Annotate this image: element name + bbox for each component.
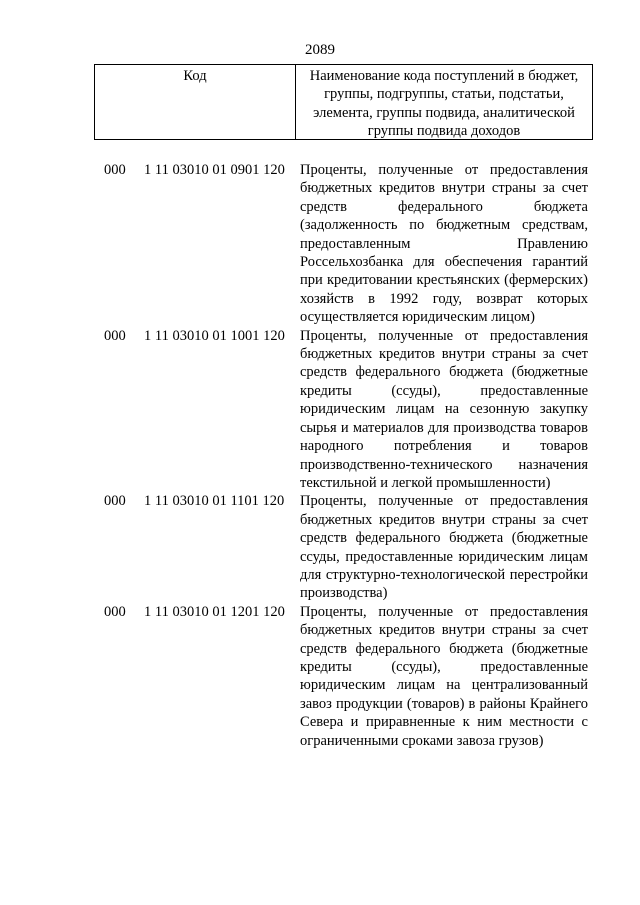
row-income-name: Проценты, полученные от предоставления бюджетных кредитов внутри страны за счет средств федерального бюджета (бюджетные кредиты (ссуды), предоставленные юридическим лицам на сезонную закупку сырья и материалов для производства товаров народного потребления и товаров производственно-технического назначения текстильной и легкой промышленности) — [300, 327, 588, 491]
table-row — [0, 492, 640, 602]
row-income-name: Проценты, полученные от предоставления бюджетных кредитов внутри страны за счет средств федерального бюджета (бюджетные ссуды, предоставленные юридическим лицам для структурно-технологической перестройки производства) — [300, 493, 588, 602]
page-number: 2089 — [305, 42, 335, 58]
row-income-code: 1 11 03010 01 0901 120 — [144, 162, 285, 178]
row-admin-code: 000 — [104, 162, 126, 178]
table-row — [0, 161, 640, 327]
row-income-code: 1 11 03010 01 1001 120 — [144, 327, 285, 344]
row-income-code: 1 11 03010 01 1201 120 — [144, 603, 285, 620]
table-header — [94, 64, 593, 140]
table-body — [0, 161, 640, 750]
row-admin-code: 000 — [104, 603, 126, 620]
row-income-name: Проценты, полученные от предоставления бюджетных кредитов внутри страны за счет средств федерального бюджета (задолженность по бюджетным средствам, предоставленным Правлению Россельхозбанка для обеспечения гарантий при кредитовании крестьянских (фермерских) хозяйств в 1992 году, возврат которых осуществляется юридическим лицом) — [300, 162, 588, 326]
header-code: Код — [95, 65, 296, 139]
table-row — [0, 327, 640, 493]
row-admin-code: 000 — [104, 493, 126, 510]
row-income-code: 1 11 03010 01 1101 120 — [144, 493, 285, 510]
header-name: Наименование кода поступлений в бюджет, группы, подгруппы, статьи, подстатьи, элемента, группы подвида, аналитической группы подвида доходов — [309, 68, 579, 140]
row-admin-code: 000 — [104, 327, 126, 344]
table-row — [0, 603, 640, 750]
row-income-name: Проценты, полученные от предоставления бюджетных кредитов внутри страны за счет средств федерального бюджета (бюджетные кредиты (ссуды), предоставленные юридическим лицам на централизованный завоз продукции (товаров) в районы Крайнего Севера и приравненные к ним местности с ограниченными сроками завоза грузов) — [300, 603, 588, 749]
